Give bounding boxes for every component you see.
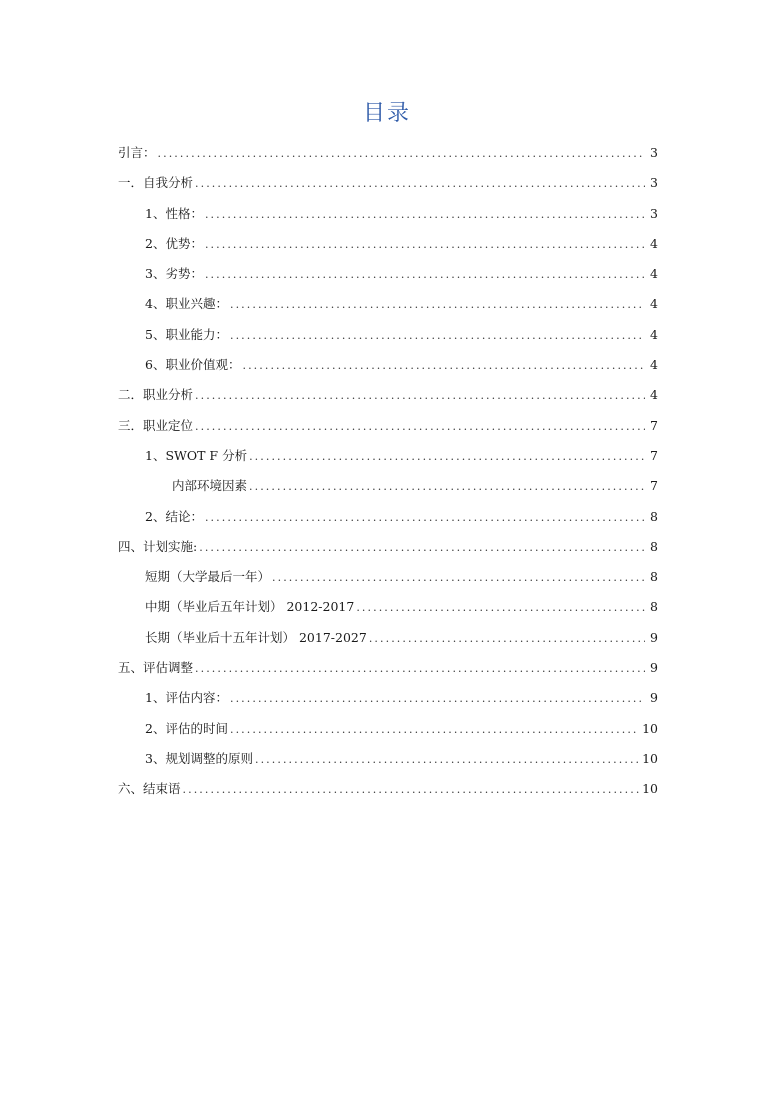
toc-entry[interactable]: [118, 138, 658, 168]
toc-entry[interactable]: [118, 562, 658, 592]
toc-leader-dots: [230, 290, 645, 320]
toc-entry[interactable]: [118, 623, 658, 653]
toc-entry-label: 1、SWOT F 分析: [145, 447, 248, 463]
toc-entry[interactable]: [118, 774, 658, 804]
toc-entry[interactable]: [118, 259, 658, 289]
toc-leader-dots: [230, 684, 645, 714]
toc-entry-label: 引言：: [118, 145, 156, 160]
toc-entry[interactable]: [118, 411, 658, 441]
toc-entry-label: 内部环境因素: [172, 478, 248, 494]
toc-entry-label: 中期（毕业后五年计划） 2012-2017: [145, 599, 355, 615]
toc-leader-dots: [249, 472, 645, 502]
toc-entry-label: 3、劣势：: [145, 266, 203, 282]
toc-leader-dots: [199, 533, 645, 563]
toc-entry[interactable]: [118, 653, 658, 683]
toc-page-number: 9: [650, 629, 658, 645]
toc-page-number: 4: [650, 387, 658, 403]
toc-page-number: 10: [642, 750, 658, 766]
toc-page-number: 7: [650, 478, 658, 494]
toc-entry-label: 长期（毕业后十五年计划） 2017-2027: [145, 629, 367, 645]
toc-leader-dots: [205, 230, 645, 260]
toc-leader-dots: [356, 593, 645, 623]
toc-page-number: 8: [650, 569, 658, 585]
toc-entry-label: 2、结论：: [145, 508, 203, 524]
toc-entry[interactable]: [118, 229, 658, 259]
toc-page-number: 10: [642, 720, 658, 736]
toc-leader-dots: [158, 139, 645, 169]
toc-entry[interactable]: [118, 350, 658, 380]
toc-page-number: 4: [650, 266, 658, 282]
toc-page-number: 3: [650, 175, 658, 191]
toc-title: 目录: [362, 101, 411, 126]
toc-entry[interactable]: [118, 320, 658, 350]
toc-page-number: 8: [650, 599, 658, 615]
toc-entry[interactable]: [118, 471, 658, 501]
toc-leader-dots: [272, 563, 645, 593]
toc-entry-label: 六、结束语: [118, 781, 181, 797]
table-of-contents: [118, 138, 658, 805]
toc-leader-dots: [205, 503, 645, 533]
toc-entry-label: 四、计划实施:: [118, 538, 198, 554]
toc-entry[interactable]: [118, 592, 658, 622]
toc-entry[interactable]: [118, 714, 658, 744]
toc-page-number: 4: [650, 326, 658, 342]
toc-entry-label: 4、职业兴趣：: [145, 296, 228, 312]
toc-leader-dots: [242, 351, 645, 381]
toc-entry-label: 6、职业价值观：: [145, 357, 241, 373]
toc-entry-label: 1、性格：: [145, 205, 203, 221]
toc-page-number: 4: [650, 357, 658, 373]
toc-entry[interactable]: [118, 380, 658, 410]
toc-entry[interactable]: [118, 683, 658, 713]
toc-entry-label: 3、规划调整的原则: [145, 750, 253, 766]
toc-leader-dots: [230, 715, 639, 745]
toc-entry-label: 1、评估内容：: [145, 690, 228, 706]
toc-leader-dots: [249, 442, 645, 472]
toc-entry-label: 三．职业定位: [118, 417, 194, 433]
toc-page-number: 3: [650, 205, 658, 221]
toc-entry[interactable]: [118, 289, 658, 319]
toc-page-number: 7: [650, 447, 658, 463]
toc-entry-label: 二．职业分析: [118, 387, 194, 403]
toc-entry[interactable]: [118, 744, 658, 774]
toc-page-number: 4: [650, 235, 658, 251]
toc-page-number: 8: [650, 538, 658, 554]
toc-entry[interactable]: [118, 168, 658, 198]
toc-leader-dots: [183, 775, 640, 805]
toc-leader-dots: [195, 169, 645, 199]
toc-entry-label: 2、优势：: [145, 235, 203, 251]
toc-entry-label: 一．自我分析: [118, 175, 194, 191]
toc-entry-label: 2、评估的时间: [145, 720, 228, 736]
toc-leader-dots: [205, 260, 645, 290]
toc-entry[interactable]: [118, 502, 658, 532]
toc-leader-dots: [195, 654, 645, 684]
toc-entry-label: 5、职业能力：: [145, 326, 228, 342]
toc-entry-label: 五、评估调整: [118, 660, 194, 676]
toc-leader-dots: [195, 381, 645, 411]
toc-page-number: 10: [642, 781, 658, 797]
toc-entry[interactable]: [118, 532, 658, 562]
toc-page-number: 8: [650, 508, 658, 524]
toc-leader-dots: [369, 624, 645, 654]
toc-entry[interactable]: [118, 199, 658, 229]
toc-page-number: 7: [650, 417, 658, 433]
toc-page-number: 3: [650, 145, 658, 160]
toc-leader-dots: [205, 200, 645, 230]
toc-page-number: 4: [650, 296, 658, 312]
toc-entry-label: 短期（大学最后一年）: [145, 569, 271, 585]
toc-page-number: 9: [650, 690, 658, 706]
toc-leader-dots: [195, 412, 645, 442]
toc-page-number: 9: [650, 660, 658, 676]
toc-leader-dots: [255, 745, 639, 775]
toc-entry[interactable]: [118, 441, 658, 471]
toc-leader-dots: [230, 321, 645, 351]
